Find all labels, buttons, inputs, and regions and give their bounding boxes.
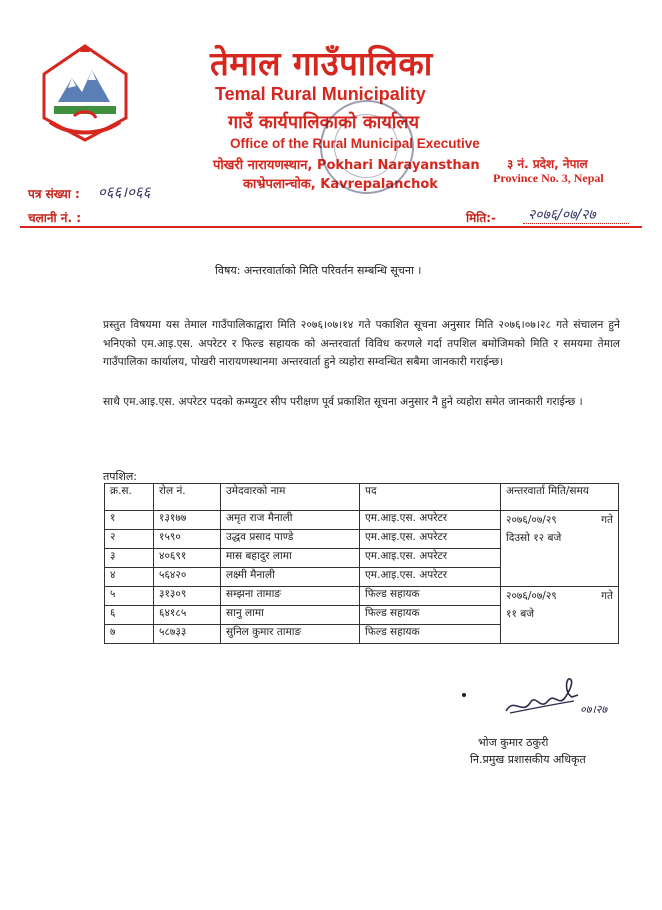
address-line-1: पोखरी नारायणस्थान, Pokhari Narayansthan	[213, 158, 480, 173]
office-name-nepali: गाउँ कार्यपालिकाको कार्यालय	[228, 112, 420, 133]
table-header-row	[105, 484, 619, 511]
nepal-emblem-icon	[30, 40, 140, 145]
cell-roll: १३१७७	[154, 511, 221, 530]
cell-roll: ५६४२०	[154, 568, 221, 587]
cell-post: एम.आइ.एस. अपरेटर	[360, 549, 501, 568]
cell-serial: ५	[105, 587, 154, 606]
interview-schedule-table	[104, 483, 619, 644]
cell-interview-slot-2	[501, 587, 619, 644]
cell-post: एम.आइ.एस. अपरेटर	[360, 530, 501, 549]
cell-name: सुनिल कुमार तामाङ	[221, 625, 360, 644]
slot-time: ११ बजे	[506, 608, 535, 620]
cell-post: एम.आइ.एस. अपरेटर	[360, 568, 501, 587]
slot-date: २०७६/०७/२९	[506, 590, 557, 602]
signatory-name: भोज कुमार ठकुरी	[478, 736, 549, 749]
cell-name: मास बहादुर लामा	[221, 549, 360, 568]
cell-post: फिल्ड सहायक	[360, 587, 501, 606]
cell-roll: ६४१८५	[154, 606, 221, 625]
schedule-label: तपशिल:	[103, 470, 138, 483]
cell-post: एम.आइ.एस. अपरेटर	[360, 511, 501, 530]
slot-gate: गते	[601, 514, 613, 526]
letter-number-value: ०६६।०६६	[98, 183, 151, 201]
cell-serial: ६	[105, 606, 154, 625]
slot-time: दिउसो १२ बजे	[506, 532, 562, 544]
municipality-name-nepali: तेमाल गाउँपालिका	[210, 44, 433, 83]
date-value: २०७६/०७/२७	[528, 207, 596, 223]
header-candidate-name: उमेदवारको नाम	[221, 484, 360, 511]
cell-serial: ४	[105, 568, 154, 587]
cell-serial: ७	[105, 625, 154, 644]
letterhead-divider	[20, 226, 642, 228]
office-name-english: Office of the Rural Municipal Executive	[230, 136, 480, 151]
signature-date: ०७।२७	[580, 703, 608, 716]
subject-line: विषय: अन्तरवार्ताको मिति परिवर्तन सम्बन्धि सूचना ।	[215, 264, 422, 277]
cell-roll: ३१३०९	[154, 587, 221, 606]
slot-date: २०७६/०७/२९	[506, 514, 557, 526]
cell-roll: १५९०	[154, 530, 221, 549]
cell-name: लक्ष्मी मैनाली	[221, 568, 360, 587]
header-roll: रोल नं.	[154, 484, 221, 511]
ink-dot	[462, 693, 466, 697]
cell-roll: ५८७३३	[154, 625, 221, 644]
date-dotted-line	[523, 223, 629, 224]
header-serial: क्र.स.	[105, 484, 154, 511]
municipality-name-english: Temal Rural Municipality	[215, 84, 426, 104]
cell-name: उद्धव प्रसाद पाण्डे	[221, 530, 360, 549]
body-paragraph-1: प्रस्तुत विषयमा यस तेमाल गाउँपालिकाद्वारा मिति २०७६।०७।१४ गते पकाशित सूचना अनुसार मिति २०७६।०७।२८ गते संचालन हुने भनिएको एम.आइ.एस. अपरेटर र फिल्ड सहायक को अन्तरवार्ता विविध करणले गर्दा तपशिल बमोजिमको मिति र समयमा तेमाल गाउँपालिका कार्यालय, पोखरी नारायणस्थानमा अन्तरवार्ता हुने व्यहोरा सम्वन्धित सबैमा जानकारी गराईन्छ।	[103, 318, 620, 369]
header-post: पद	[360, 484, 501, 511]
cell-serial: २	[105, 530, 154, 549]
cell-name: सानु लामा	[221, 606, 360, 625]
cell-name: सम्झना तामाङ	[221, 587, 360, 606]
cell-name: अमृत राज मैनाली	[221, 511, 360, 530]
letter-number-label: पत्र संख्या :	[28, 187, 80, 201]
address-line-2: काभ्रेपलान्चोक, Kavrepalanchok	[243, 177, 438, 192]
cell-serial: १	[105, 511, 154, 530]
cell-serial: ३	[105, 549, 154, 568]
province-english: Province No. 3, Nepal	[493, 171, 604, 185]
cell-post: फिल्ड सहायक	[360, 625, 501, 644]
table-row	[105, 511, 619, 530]
header-interview-datetime: अन्तरवार्ता मिति/समय	[501, 484, 619, 511]
date-label: मिति:-	[466, 211, 497, 225]
table-row	[105, 587, 619, 606]
body-paragraph-2: साथै एम.आइ.एस. अपरेटर पदको कम्प्युटर सीप परीक्षण पूर्व प्रकाशित सूचना अनुसार नै हुने व्यहोरा समेत जानकारी गराईन्छ ।	[103, 395, 583, 408]
slot-gate: गते	[601, 590, 613, 602]
signatory-title: नि.प्रमुख प्रशासकीय अधिकृत	[470, 753, 586, 766]
office-seal-stamp	[320, 100, 414, 194]
handwritten-signature	[500, 675, 610, 725]
cell-interview-slot-1	[501, 511, 619, 587]
cell-post: फिल्ड सहायक	[360, 606, 501, 625]
cell-roll: ४०६९१	[154, 549, 221, 568]
dispatch-number-label: चलानी नं. :	[28, 211, 82, 225]
province-nepali: ३ नं. प्रदेश, नेपाल	[507, 157, 588, 171]
